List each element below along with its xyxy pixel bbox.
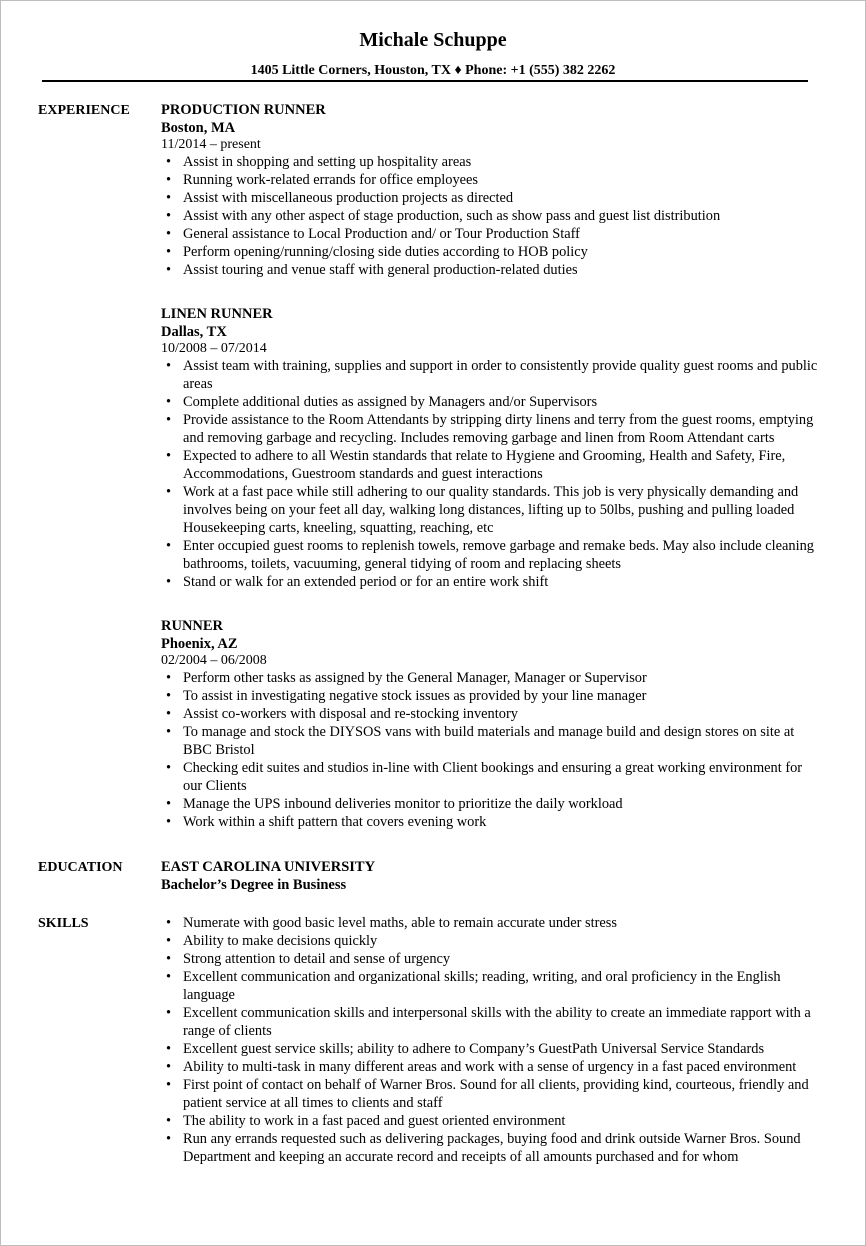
job-title: PRODUCTION RUNNER [161,102,326,118]
duty-item: • To manage and stock the DIYSOS vans with build materials and manage build and design stores on site at BBC Bristol [161,723,821,759]
job-location: Dallas, TX [161,324,227,340]
job-duties [161,153,821,279]
skill-item: • Excellent communication and organizational skills; reading, writing, and oral proficiency in the English language [161,968,821,1004]
skill-item: • Ability to make decisions quickly [161,932,821,950]
job-entry [161,101,821,279]
duty-item: • Stand or walk for an extended period or for an entire work shift [161,573,821,591]
skills-section [0,914,866,1166]
duty-item: • Enter occupied guest rooms to replenish towels, remove garbage and remake beds. May also include cleaning bathrooms, toilets, vacuuming, general tidying of room and replacing sheets [161,537,821,573]
resume-body [0,100,866,1166]
duty-item: • To assist in investigating negative stock issues as provided by your line manager [161,687,821,705]
skill-item: • Ability to multi-task in many different areas and work with a sense of urgency in a fast paced environment [161,1058,821,1076]
spacer [161,279,821,304]
header-divider [42,80,808,82]
contact-line: 1405 Little Corners, Houston, TX ♦ Phone: +1 (555) 382 2262 [250,63,616,78]
skill-item: • Strong attention to detail and sense of urgency [161,950,821,968]
skills-list-wrap [161,914,821,1166]
spacer [0,831,866,857]
job-dates: 10/2008 – 07/2014 [161,341,267,356]
duty-item: • Assist with any other aspect of stage production, such as show pass and guest list distribution [161,207,821,225]
job-location: Phoenix, AZ [161,636,238,652]
duty-item: • Expected to adhere to all Westin standards that relate to Hygiene and Grooming, Health and Safety, Fire, Accommodations, Guestroom standards and guest interactions [161,447,821,483]
job-entry [161,305,821,591]
duty-item: • Running work-related errands for office employees [161,171,821,189]
duty-item: • General assistance to Local Production and/ or Tour Production Staff [161,225,821,243]
duty-item: • Work within a shift pattern that covers evening work [161,813,821,831]
skill-item: • First point of contact on behalf of Warner Bros. Sound for all clients, providing kind, courteous, friendly and patient service at all times to clients and staff [161,1076,821,1112]
spacer [161,591,821,616]
skill-item: • The ability to work in a fast paced and guest oriented environment [161,1112,821,1130]
duty-item: • Complete additional duties as assigned by Managers and/or Supervisors [161,393,821,411]
experience-list [161,101,821,831]
job-duties [161,669,821,831]
job-dates: 11/2014 – present [161,137,261,152]
duty-item: • Assist team with training, supplies and support in order to consistently provide quality guest rooms and public areas [161,357,821,393]
duty-item: • Assist with miscellaneous production projects as directed [161,189,821,207]
skill-item: • Excellent communication skills and interpersonal skills with the ability to create an immediate rapport with a range of clients [161,1004,821,1040]
duty-item: • Assist co-workers with disposal and re-stocking inventory [161,705,821,723]
section-label-education: EDUCATION [38,860,123,875]
education-entry [161,858,821,894]
spacer [0,894,866,913]
job-title: LINEN RUNNER [161,306,273,322]
duty-item: • Perform opening/running/closing side duties according to HOB policy [161,243,821,261]
candidate-name: Michale Schuppe [359,29,507,51]
duty-item: • Assist touring and venue staff with general production-related duties [161,261,821,279]
job-entry [161,617,821,831]
skill-item: • Run any errands requested such as delivering packages, buying food and drink outside Warner Bros. Sound Department and keeping an accurate record and receipts of all amounts purchased and for whom [161,1130,821,1166]
job-title: RUNNER [161,618,224,634]
duty-item: • Checking edit suites and studios in-line with Client bookings and ensuring a great working environment for our Clients [161,759,821,795]
job-dates: 02/2004 – 06/2008 [161,653,267,668]
skill-item: • Numerate with good basic level maths, able to remain accurate under stress [161,914,821,932]
section-label-skills: SKILLS [38,916,89,931]
school-name: EAST CAROLINA UNIVERSITY [161,859,376,875]
duty-item: • Work at a fast pace while still adhering to our quality standards. This job is very physically demanding and involves being on your feet all day, walking long distances, lifting up to 50lbs, pushing and pulling loaded Housekeeping carts, kneeling, squatting, reaching, etc [161,483,821,537]
skill-item: • Excellent guest service skills; ability to adhere to Company’s GuestPath Universal Service Standards [161,1040,821,1058]
skills-list [161,914,821,1166]
job-location: Boston, MA [161,120,236,136]
job-duties [161,357,821,591]
duty-item: • Perform other tasks as assigned by the General Manager, Manager or Supervisor [161,669,821,687]
duty-item: • Manage the UPS inbound deliveries monitor to prioritize the daily workload [161,795,821,813]
duty-item: • Assist in shopping and setting up hospitality areas [161,153,821,171]
degree: Bachelor’s Degree in Business [161,877,347,893]
duty-item: • Provide assistance to the Room Attendants by stripping dirty linens and terry from the guest rooms, emptying and removing garbage and recycling. Includes removing garbage and linen from Room Attendant carts [161,411,821,447]
education-section [0,858,866,894]
section-label-experience: EXPERIENCE [38,103,130,118]
experience-section [0,101,866,831]
